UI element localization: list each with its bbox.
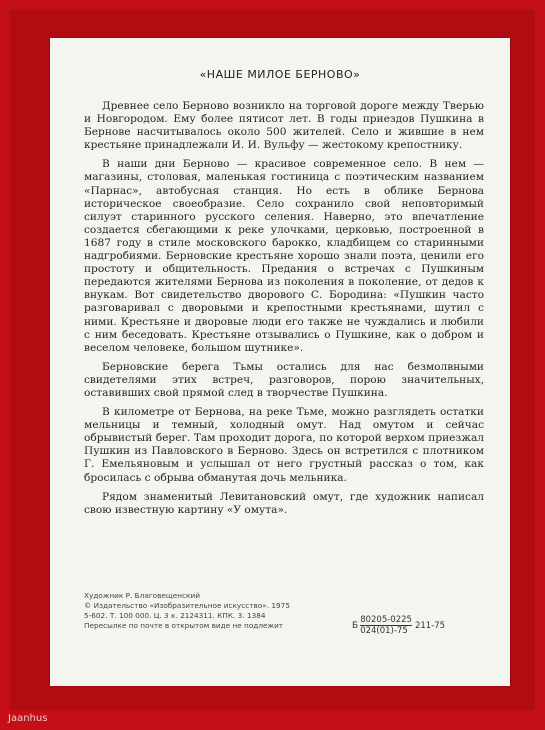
code-suffix: 211-75 <box>414 620 446 631</box>
publisher-line: © Издательство «Изобразительное искусство». 1975 <box>84 601 290 610</box>
postal-note: Пересылке по почте в открытом виде не подлежит <box>84 621 284 630</box>
code-fraction <box>360 615 412 636</box>
article-text <box>84 100 484 523</box>
watermark: Jaanhus <box>8 713 48 724</box>
print-info: 5-602. Т. 100 000. Ц. 3 к. 2124311. КПК. 3. 1384 <box>84 611 266 620</box>
postcard-back <box>50 38 510 686</box>
paragraph-3: Берновские берега Тьмы остались для нас безмолвными свидетелями этих встреч, разговоров, порою значительных, оставивших свой прямой след в творчестве Пушкина. <box>84 360 484 399</box>
paragraph-1: Древнее село Берново возникло на торговой дороге между Тверью и Новгородом. Ему более пятисот лет. В годы приездов Пушкина в Бернове насчитывалось около 500 жителей. Село и жившие в нем крестьяне принадлежали И. И. Вульфу — жестокому крепостнику. <box>84 100 484 152</box>
paragraph-4: В километре от Бернова, на реке Тьме, можно разглядеть остатки мельницы и темный, холодный омут. Над омутом и сейчас обрывистый берег. Там проходит дорога, по которой верхом приезжал Пушкин из Павловского в Берново. Здесь он встретился с плотником Г. Емельяновым и услышал от него грустный рассказ о том, как бросилась с обрыва обманутая дочь мельника. <box>84 406 484 484</box>
paragraph-5: Рядом знаменитый Левитановский омут, где художник написал свою известную картину «У омута». <box>84 490 484 516</box>
imprint <box>84 591 374 631</box>
artist-credit: Художник Р. Благовещенский <box>84 591 200 600</box>
catalog-code <box>352 615 445 636</box>
page-title: «НАШЕ МИЛОЕ БЕРНОВО» <box>199 68 361 81</box>
code-numerator: 80205-0225 <box>360 615 412 625</box>
paragraph-2: В наши дни Берново — красивое современное село. В нем — магазины, столовая, маленькая гостиница с поэтическим названием «Парнас», автобусная станция. Но есть в облике Бернова историческое своеобразие. Село сохранило свой неповторимый силуэт старинного русского селения. Наверно, это впечатление создается сбегающими к реке улочками, церковью, построенной в 1687 году в стиле московского барокко, кладбищем со старинными надгробиями. Берновские крестьяне хорошо знали поэта, ценили его простоту и общительность. Предания о встречах с Пушкиным передаются жителями Бернова из поколения в поколение, от дедов к внукам. Вот свидетельство дворового С. Бородина: «Пушкин часто разговаривал с дворовыми и крепостными крестьянами, шутил с ними. Крестьяне и дворовые люди его также не чуждались и любили с ним беседовать. Крестьяне отзывались о Пушкине, как о добром и веселом человеке, большом шутнике». <box>84 158 484 354</box>
code-letter: Б <box>352 620 359 631</box>
code-denominator: 024(01)-75 <box>360 626 408 636</box>
